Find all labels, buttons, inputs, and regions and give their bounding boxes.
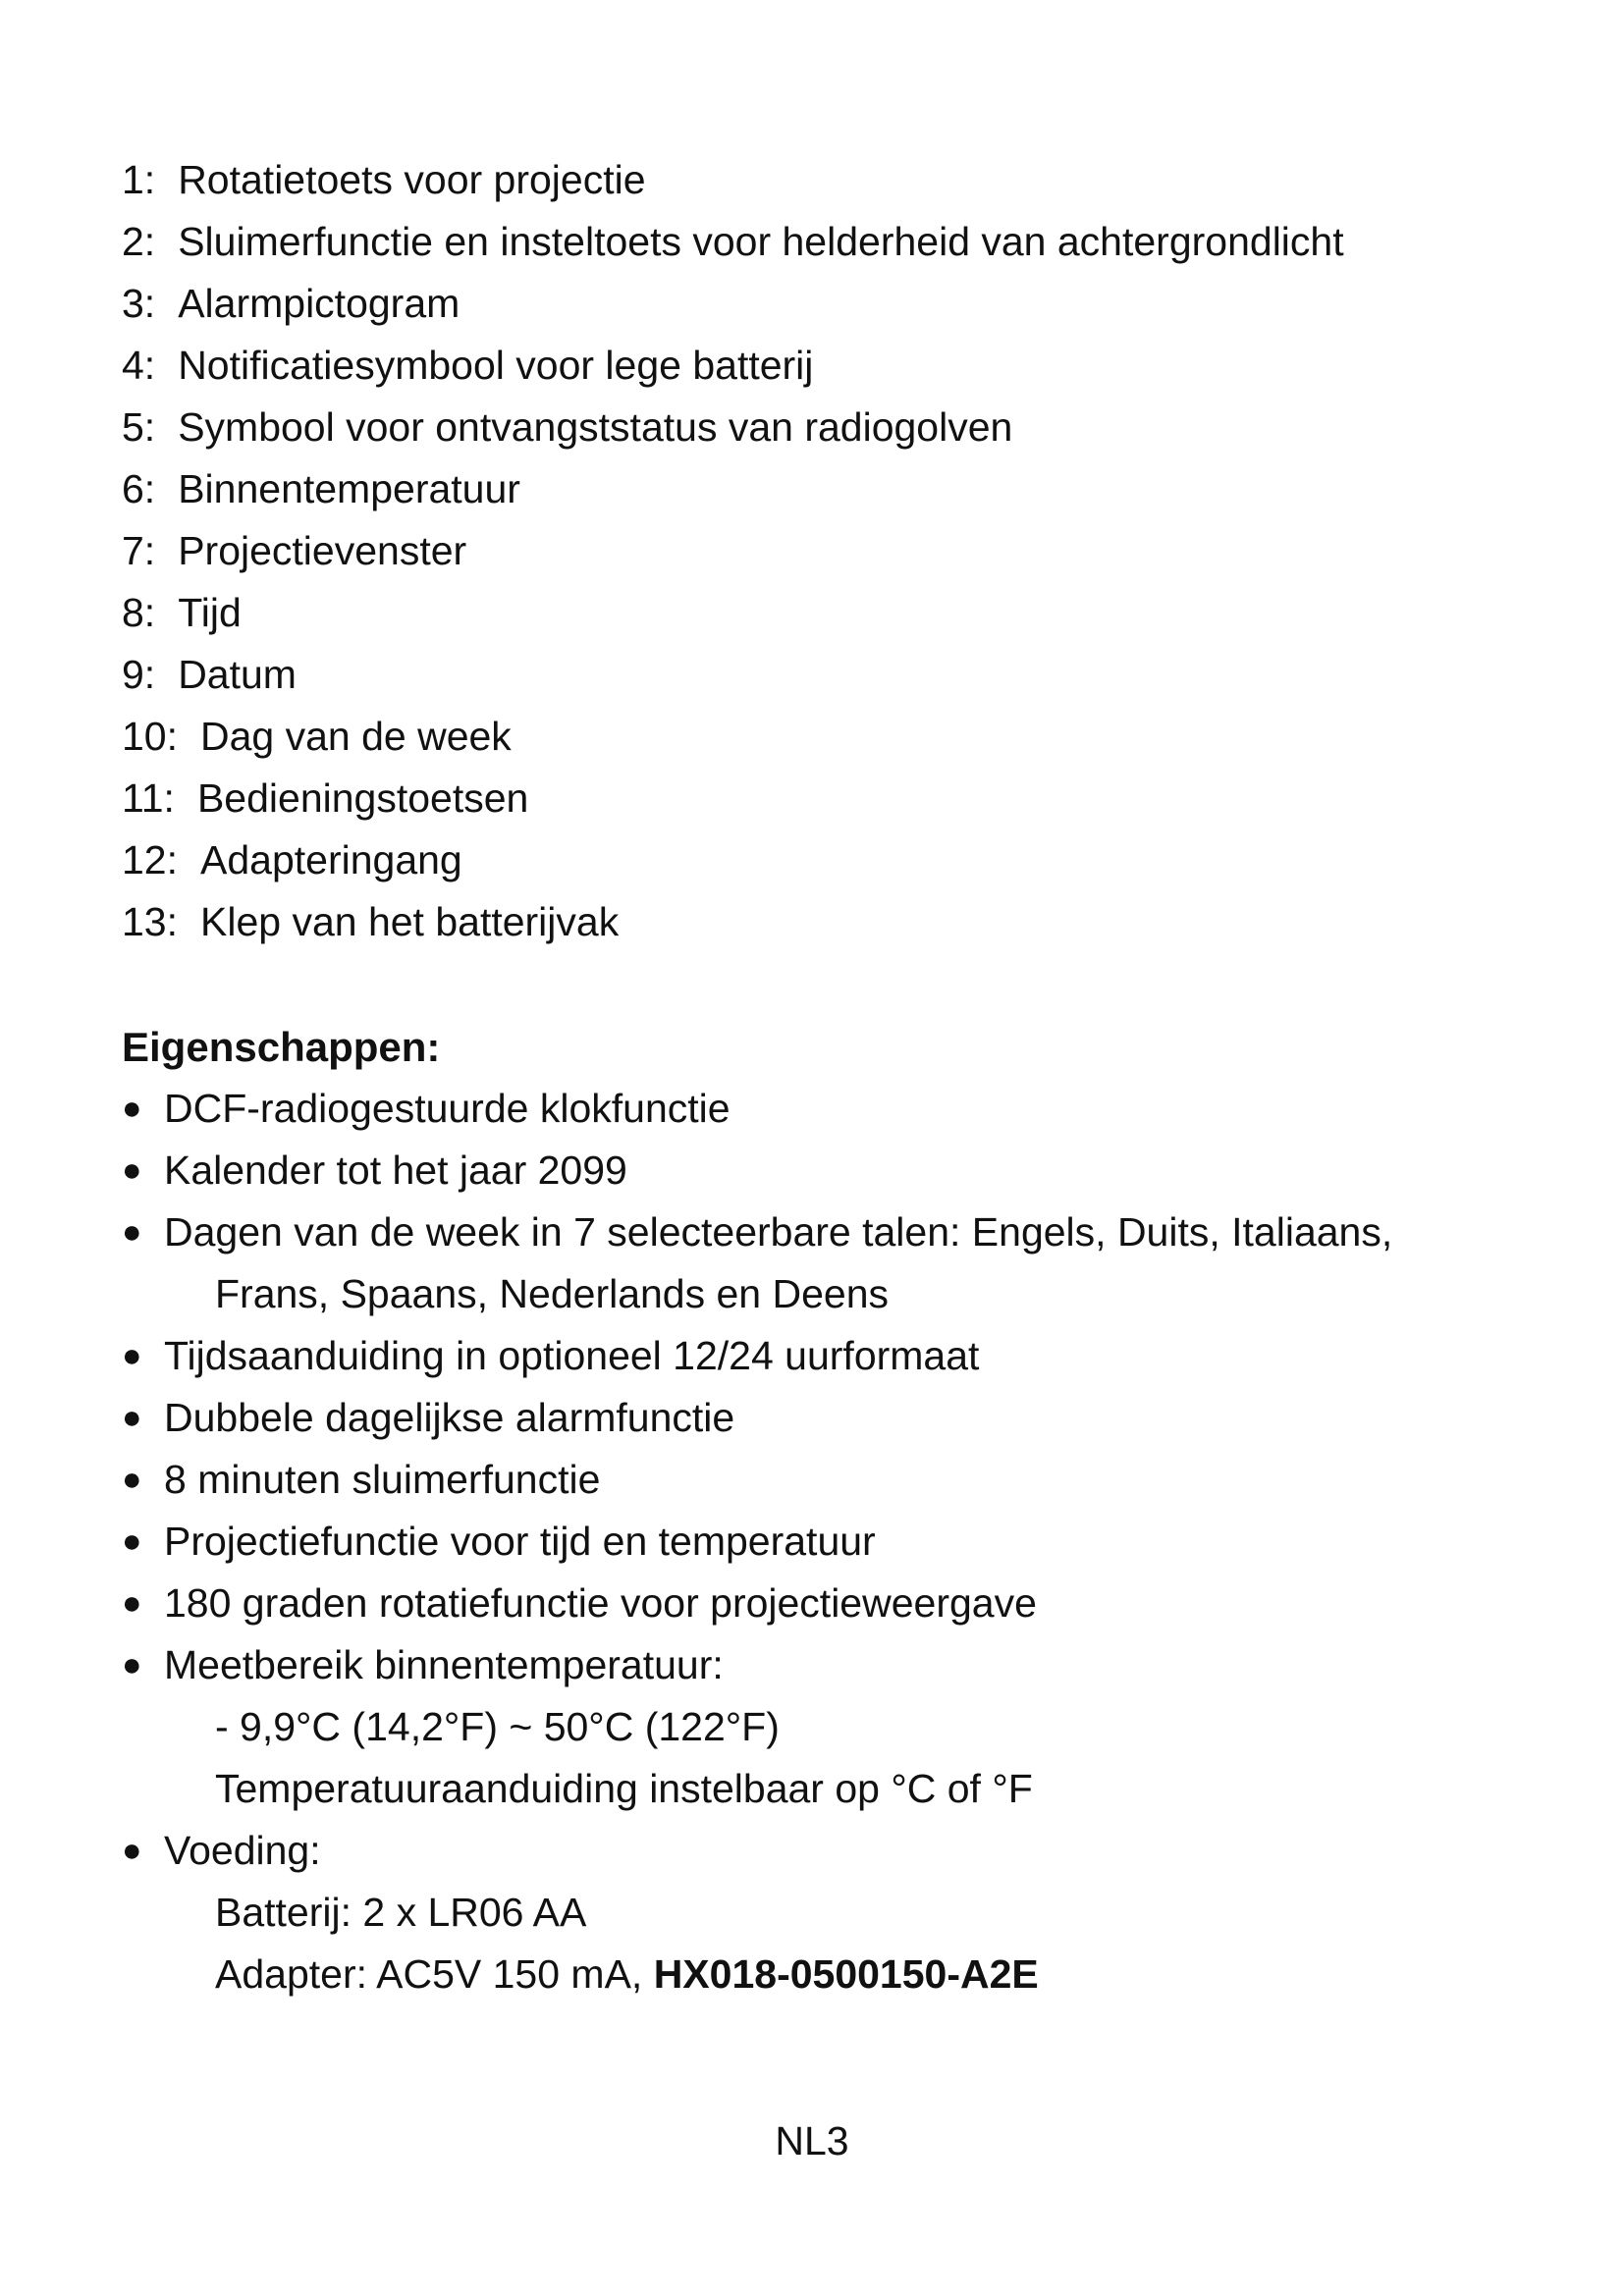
feature-item — [122, 1140, 1392, 1201]
item-label: Bedieningstoetsen — [196, 775, 529, 821]
item-number: 12: — [122, 837, 178, 882]
adapter-spec — [122, 1944, 1392, 2005]
feature-continuation: Frans, Spaans, Nederlands en Deens — [215, 1271, 890, 1316]
parts-list — [122, 149, 1344, 953]
item-label: Rotatietoets voor projectie — [178, 157, 646, 202]
feature-text: 180 graden rotatiefunctie voor projectieweergave — [164, 1580, 1037, 1626]
bullet-icon: ● — [122, 1584, 142, 1622]
feature-text: Dagen van de week in 7 selecteerbare talen: Engels, Duits, Italiaans, — [164, 1209, 1393, 1255]
adapter-model-number: HX018-0500150-A2E — [653, 1951, 1039, 1997]
feature-text: DCF-radiogestuurde klokfunctie — [164, 1086, 731, 1131]
bullet-icon: ● — [122, 1832, 142, 1869]
bullet-icon: ● — [122, 1151, 142, 1189]
item-label: Tijd — [178, 590, 242, 635]
parts-list-item — [122, 644, 1344, 706]
item-label: Projectievenster — [178, 528, 467, 573]
bullet-icon: ● — [122, 1646, 142, 1683]
item-number: 3: — [122, 281, 156, 326]
bullet-icon: ● — [122, 1461, 142, 1498]
bullet-icon: ● — [122, 1399, 142, 1436]
battery-spec: Batterij: 2 x LR06 AA — [215, 1890, 587, 1935]
item-number: 13: — [122, 899, 178, 944]
parts-list-item — [122, 706, 1344, 768]
item-label: Sluimerfunctie en insteltoets voor helderheid van achtergrondlicht — [178, 219, 1344, 264]
item-label: Alarmpictogram — [178, 281, 460, 326]
bullet-icon: ● — [122, 1090, 142, 1127]
item-number: 11: — [122, 775, 175, 821]
feature-item — [122, 1449, 1392, 1511]
item-label: Binnentemperatuur — [178, 466, 520, 511]
feature-item — [122, 1573, 1392, 1634]
parts-list-item — [122, 397, 1344, 458]
feature-item — [122, 1820, 1392, 2005]
feature-item — [122, 1078, 1392, 1140]
feature-text: Dubbele dagelijkse alarmfunctie — [164, 1395, 735, 1440]
section-title: Eigenschappen: — [122, 1024, 441, 1070]
bullet-icon: ● — [122, 1522, 142, 1560]
parts-list-item — [122, 211, 1344, 273]
feature-text: Tijdsaanduiding in optioneel 12/24 uurformaat — [164, 1333, 980, 1378]
parts-list-item — [122, 891, 1344, 953]
parts-list-item — [122, 149, 1344, 211]
item-label: Datum — [178, 652, 297, 697]
adapter-spec-prefix: Adapter: AC5V 150 mA, — [215, 1951, 654, 1997]
feature-text: Voeding: — [164, 1828, 321, 1873]
parts-list-item — [122, 829, 1344, 891]
item-number: 7: — [122, 528, 156, 573]
item-number: 2: — [122, 219, 156, 264]
feature-item — [122, 1201, 1392, 1325]
item-number: 4: — [122, 343, 156, 388]
feature-text: Meetbereik binnentemperatuur: — [164, 1642, 724, 1687]
item-label: Dag van de week — [200, 714, 512, 759]
bullet-icon: ● — [122, 1213, 142, 1251]
feature-item — [122, 1325, 1392, 1387]
parts-list-item — [122, 458, 1344, 520]
item-number: 10: — [122, 714, 178, 759]
features-list — [122, 1078, 1392, 2005]
feature-text: Kalender tot het jaar 2099 — [164, 1148, 627, 1193]
parts-list-item — [122, 582, 1344, 644]
item-label: Adapteringang — [200, 837, 462, 882]
item-number: 8: — [122, 590, 156, 635]
parts-list-item — [122, 273, 1344, 335]
temperature-range: - 9,9°C (14,2°F) ~ 50°C (122°F) — [215, 1704, 780, 1749]
feature-text: Projectiefunctie voor tijd en temperatuur — [164, 1519, 876, 1564]
item-number: 6: — [122, 466, 156, 511]
parts-list-item — [122, 335, 1344, 397]
parts-list-item — [122, 520, 1344, 582]
parts-list-item — [122, 768, 1344, 829]
feature-item — [122, 1511, 1392, 1573]
feature-item — [122, 1387, 1392, 1449]
page-number: NL3 — [775, 2118, 849, 2163]
item-number: 9: — [122, 652, 156, 697]
item-number: 1: — [122, 157, 156, 202]
item-label: Notificatiesymbool voor lege batterij — [178, 343, 814, 388]
feature-text: 8 minuten sluimerfunctie — [164, 1457, 601, 1502]
bullet-icon: ● — [122, 1337, 142, 1374]
item-number: 5: — [122, 404, 156, 450]
feature-item — [122, 1634, 1392, 1820]
temperature-unit-note: Temperatuuraanduiding instelbaar op °C of °F — [215, 1766, 1033, 1811]
item-label: Klep van het batterijvak — [200, 899, 620, 944]
item-label: Symbool voor ontvangststatus van radiogolven — [178, 404, 1013, 450]
